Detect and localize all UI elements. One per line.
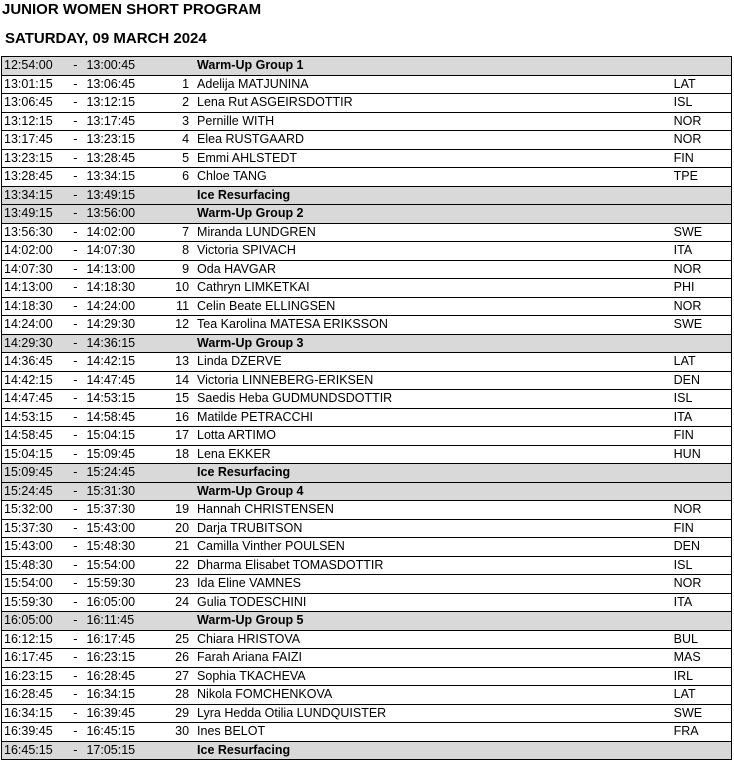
time-separator: - (66, 556, 84, 575)
skater-name: Adelija MATJUNINA (195, 75, 672, 94)
event-date: SATURDAY, 09 MARCH 2024 (5, 30, 207, 47)
start-time: 15:54:00 (2, 575, 67, 594)
start-number: 9 (165, 260, 195, 279)
country-code: LAT (672, 686, 732, 705)
start-time: 14:36:45 (2, 353, 67, 372)
country-code: TPE (672, 168, 732, 187)
end-time: 17:05:15 (84, 741, 164, 760)
time-separator: - (66, 75, 84, 94)
skater-name: Chloe TANG (195, 168, 672, 187)
schedule-table (1, 56, 732, 760)
break-row (2, 464, 732, 483)
end-time: 15:31:30 (84, 482, 164, 501)
start-number: 8 (165, 242, 195, 261)
start-time: 13:17:45 (2, 131, 67, 150)
time-separator: - (66, 649, 84, 668)
country-code: IRL (672, 667, 732, 686)
break-row (2, 186, 732, 205)
country-code: SWE (672, 704, 732, 723)
country-code: FRA (672, 723, 732, 742)
time-separator: - (66, 334, 84, 353)
skater-row (2, 445, 732, 464)
start-time: 16:45:15 (2, 741, 67, 760)
skater-row (2, 242, 732, 261)
start-time: 16:34:15 (2, 704, 67, 723)
end-time: 14:24:00 (84, 297, 164, 316)
skater-name: Chiara HRISTOVA (195, 630, 672, 649)
end-time: 13:00:45 (84, 57, 164, 76)
break-row (2, 482, 732, 501)
skater-row (2, 260, 732, 279)
start-number: 29 (165, 704, 195, 723)
time-separator: - (66, 260, 84, 279)
start-time: 15:59:30 (2, 593, 67, 612)
start-number: 19 (165, 501, 195, 520)
country-code (672, 205, 732, 224)
end-time: 14:13:00 (84, 260, 164, 279)
country-code: ITA (672, 593, 732, 612)
end-time: 15:54:00 (84, 556, 164, 575)
session-label: Ice Resurfacing (195, 464, 672, 483)
skater-name: Dharma Elisabet TOMASDOTTIR (195, 556, 672, 575)
country-code (672, 57, 732, 76)
start-time: 15:37:30 (2, 519, 67, 538)
time-separator: - (66, 149, 84, 168)
skater-row (2, 168, 732, 187)
start-number: 10 (165, 279, 195, 298)
start-number: 15 (165, 390, 195, 409)
skater-row (2, 112, 732, 131)
start-number: 11 (165, 297, 195, 316)
skater-row (2, 316, 732, 335)
country-code: NOR (672, 131, 732, 150)
skater-name: Camilla Vinther POULSEN (195, 538, 672, 557)
end-time: 16:23:15 (84, 649, 164, 668)
skater-name: Farah Ariana FAIZI (195, 649, 672, 668)
start-time: 16:39:45 (2, 723, 67, 742)
end-time: 15:04:15 (84, 427, 164, 446)
time-separator: - (66, 427, 84, 446)
start-time: 14:29:30 (2, 334, 67, 353)
start-number (165, 612, 195, 631)
time-separator: - (66, 186, 84, 205)
skater-name: Darja TRUBITSON (195, 519, 672, 538)
start-time: 13:01:15 (2, 75, 67, 94)
start-number: 25 (165, 630, 195, 649)
skater-name: Matilde PETRACCHI (195, 408, 672, 427)
end-time: 13:23:15 (84, 131, 164, 150)
skater-row (2, 649, 732, 668)
skater-name: Emmi AHLSTEDT (195, 149, 672, 168)
start-number: 12 (165, 316, 195, 335)
skater-row (2, 131, 732, 150)
break-row (2, 205, 732, 224)
start-number: 2 (165, 94, 195, 113)
start-time: 14:07:30 (2, 260, 67, 279)
country-code: ISL (672, 390, 732, 409)
skater-row (2, 556, 732, 575)
skater-row (2, 593, 732, 612)
time-separator: - (66, 464, 84, 483)
country-code: FIN (672, 519, 732, 538)
start-time: 16:28:45 (2, 686, 67, 705)
end-time: 13:06:45 (84, 75, 164, 94)
start-number (165, 464, 195, 483)
end-time: 16:28:45 (84, 667, 164, 686)
end-time: 13:56:00 (84, 205, 164, 224)
time-separator: - (66, 445, 84, 464)
start-time: 14:13:00 (2, 279, 67, 298)
time-separator: - (66, 353, 84, 372)
end-time: 15:43:00 (84, 519, 164, 538)
start-time: 13:34:15 (2, 186, 67, 205)
time-separator: - (66, 612, 84, 631)
skater-row (2, 279, 732, 298)
start-number: 20 (165, 519, 195, 538)
country-code (672, 334, 732, 353)
country-code: NOR (672, 260, 732, 279)
time-separator: - (66, 242, 84, 261)
skater-name: Lyra Hedda Otilia LUNDQUISTER (195, 704, 672, 723)
skater-row (2, 575, 732, 594)
end-time: 14:58:45 (84, 408, 164, 427)
start-number: 23 (165, 575, 195, 594)
skater-name: Pernille WITH (195, 112, 672, 131)
skater-row (2, 149, 732, 168)
start-time: 15:24:45 (2, 482, 67, 501)
time-separator: - (66, 371, 84, 390)
skater-row (2, 686, 732, 705)
end-time: 16:45:15 (84, 723, 164, 742)
schedule-body (2, 57, 732, 760)
start-number: 1 (165, 75, 195, 94)
start-time: 13:28:45 (2, 168, 67, 187)
time-separator: - (66, 316, 84, 335)
start-time: 14:02:00 (2, 242, 67, 261)
skater-row (2, 630, 732, 649)
start-time: 14:47:45 (2, 390, 67, 409)
end-time: 16:17:45 (84, 630, 164, 649)
country-code: DEN (672, 538, 732, 557)
country-code: ITA (672, 242, 732, 261)
start-time: 15:32:00 (2, 501, 67, 520)
end-time: 16:34:15 (84, 686, 164, 705)
start-number: 16 (165, 408, 195, 427)
time-separator: - (66, 686, 84, 705)
start-time: 15:09:45 (2, 464, 67, 483)
end-time: 14:29:30 (84, 316, 164, 335)
start-number: 30 (165, 723, 195, 742)
end-time: 16:11:45 (84, 612, 164, 631)
country-code: NOR (672, 575, 732, 594)
skater-name: Ines BELOT (195, 723, 672, 742)
start-number: 6 (165, 168, 195, 187)
start-number: 14 (165, 371, 195, 390)
start-number (165, 205, 195, 224)
end-time: 14:18:30 (84, 279, 164, 298)
country-code (672, 464, 732, 483)
time-separator: - (66, 667, 84, 686)
start-time: 14:53:15 (2, 408, 67, 427)
page-title: JUNIOR WOMEN SHORT PROGRAM (2, 1, 262, 18)
skater-row (2, 501, 732, 520)
start-number: 13 (165, 353, 195, 372)
country-code: SWE (672, 223, 732, 242)
country-code: BUL (672, 630, 732, 649)
country-code (672, 741, 732, 760)
country-code (672, 482, 732, 501)
time-separator: - (66, 501, 84, 520)
skater-name: Lotta ARTIMO (195, 427, 672, 446)
skater-name: Victoria LINNEBERG-ERIKSEN (195, 371, 672, 390)
skater-row (2, 667, 732, 686)
end-time: 14:47:45 (84, 371, 164, 390)
skater-row (2, 519, 732, 538)
session-label: Ice Resurfacing (195, 741, 672, 760)
skater-name: Victoria SPIVACH (195, 242, 672, 261)
start-number (165, 741, 195, 760)
country-code: SWE (672, 316, 732, 335)
start-time: 13:06:45 (2, 94, 67, 113)
skater-row (2, 704, 732, 723)
end-time: 14:36:15 (84, 334, 164, 353)
start-time: 14:24:00 (2, 316, 67, 335)
start-number: 18 (165, 445, 195, 464)
skater-row (2, 94, 732, 113)
session-label: Warm-Up Group 1 (195, 57, 672, 76)
time-separator: - (66, 704, 84, 723)
end-time: 13:17:45 (84, 112, 164, 131)
skater-name: Tea Karolina MATESA ERIKSSON (195, 316, 672, 335)
start-time: 13:12:15 (2, 112, 67, 131)
skater-name: Saedis Heba GUDMUNDSDOTTIR (195, 390, 672, 409)
start-number (165, 334, 195, 353)
end-time: 15:37:30 (84, 501, 164, 520)
skater-row (2, 371, 732, 390)
country-code: ISL (672, 556, 732, 575)
skater-name: Hannah CHRISTENSEN (195, 501, 672, 520)
country-code: NOR (672, 112, 732, 131)
country-code: MAS (672, 649, 732, 668)
skater-row (2, 427, 732, 446)
time-separator: - (66, 205, 84, 224)
start-number: 21 (165, 538, 195, 557)
break-row (2, 57, 732, 76)
skater-name: Sophia TKACHEVA (195, 667, 672, 686)
time-separator: - (66, 741, 84, 760)
start-time: 16:17:45 (2, 649, 67, 668)
start-time: 16:23:15 (2, 667, 67, 686)
skater-name: Nikola FOMCHENKOVA (195, 686, 672, 705)
end-time: 13:28:45 (84, 149, 164, 168)
skater-name: Oda HAVGAR (195, 260, 672, 279)
country-code: NOR (672, 297, 732, 316)
start-number: 26 (165, 649, 195, 668)
start-number: 7 (165, 223, 195, 242)
start-time: 15:04:15 (2, 445, 67, 464)
time-separator: - (66, 390, 84, 409)
end-time: 14:42:15 (84, 353, 164, 372)
time-separator: - (66, 482, 84, 501)
time-separator: - (66, 519, 84, 538)
session-label: Warm-Up Group 4 (195, 482, 672, 501)
start-number: 17 (165, 427, 195, 446)
end-time: 14:53:15 (84, 390, 164, 409)
skater-row (2, 297, 732, 316)
break-row (2, 334, 732, 353)
skater-row (2, 723, 732, 742)
skater-name: Lena EKKER (195, 445, 672, 464)
skater-row (2, 390, 732, 409)
break-row (2, 612, 732, 631)
end-time: 16:39:45 (84, 704, 164, 723)
country-code: HUN (672, 445, 732, 464)
start-number (165, 57, 195, 76)
time-separator: - (66, 723, 84, 742)
start-time: 14:18:30 (2, 297, 67, 316)
end-time: 13:34:15 (84, 168, 164, 187)
country-code: LAT (672, 353, 732, 372)
country-code (672, 186, 732, 205)
time-separator: - (66, 112, 84, 131)
end-time: 15:48:30 (84, 538, 164, 557)
start-number: 4 (165, 131, 195, 150)
start-time: 16:12:15 (2, 630, 67, 649)
skater-row (2, 353, 732, 372)
country-code: DEN (672, 371, 732, 390)
skater-row (2, 408, 732, 427)
start-number (165, 482, 195, 501)
country-code: ISL (672, 94, 732, 113)
start-number: 27 (165, 667, 195, 686)
end-time: 15:24:45 (84, 464, 164, 483)
end-time: 15:59:30 (84, 575, 164, 594)
time-separator: - (66, 630, 84, 649)
skater-name: Celin Beate ELLINGSEN (195, 297, 672, 316)
start-number: 24 (165, 593, 195, 612)
time-separator: - (66, 297, 84, 316)
start-time: 15:43:00 (2, 538, 67, 557)
skater-name: Elea RUSTGAARD (195, 131, 672, 150)
start-time: 15:48:30 (2, 556, 67, 575)
end-time: 14:07:30 (84, 242, 164, 261)
skater-row (2, 75, 732, 94)
time-separator: - (66, 593, 84, 612)
session-label: Warm-Up Group 2 (195, 205, 672, 224)
session-label: Warm-Up Group 3 (195, 334, 672, 353)
start-number: 22 (165, 556, 195, 575)
end-time: 13:49:15 (84, 186, 164, 205)
break-row (2, 741, 732, 760)
end-time: 13:12:15 (84, 94, 164, 113)
start-number (165, 186, 195, 205)
country-code: NOR (672, 501, 732, 520)
start-time: 14:58:45 (2, 427, 67, 446)
skater-row (2, 223, 732, 242)
skater-name: Lena Rut ASGEIRSDOTTIR (195, 94, 672, 113)
time-separator: - (66, 223, 84, 242)
start-time: 13:56:30 (2, 223, 67, 242)
start-number: 5 (165, 149, 195, 168)
start-time: 13:23:15 (2, 149, 67, 168)
time-separator: - (66, 279, 84, 298)
time-separator: - (66, 57, 84, 76)
time-separator: - (66, 131, 84, 150)
country-code: ITA (672, 408, 732, 427)
skater-name: Cathryn LIMKETKAI (195, 279, 672, 298)
start-time: 14:42:15 (2, 371, 67, 390)
time-separator: - (66, 408, 84, 427)
start-time: 13:49:15 (2, 205, 67, 224)
skater-name: Gulia TODESCHINI (195, 593, 672, 612)
country-code: FIN (672, 427, 732, 446)
start-time: 16:05:00 (2, 612, 67, 631)
country-code: LAT (672, 75, 732, 94)
end-time: 16:05:00 (84, 593, 164, 612)
start-number: 3 (165, 112, 195, 131)
skater-name: Miranda LUNDGREN (195, 223, 672, 242)
country-code (672, 612, 732, 631)
country-code: PHI (672, 279, 732, 298)
country-code: FIN (672, 149, 732, 168)
time-separator: - (66, 94, 84, 113)
skater-row (2, 538, 732, 557)
skater-name: Linda DZERVE (195, 353, 672, 372)
session-label: Warm-Up Group 5 (195, 612, 672, 631)
time-separator: - (66, 538, 84, 557)
time-separator: - (66, 168, 84, 187)
time-separator: - (66, 575, 84, 594)
session-label: Ice Resurfacing (195, 186, 672, 205)
end-time: 15:09:45 (84, 445, 164, 464)
start-number: 28 (165, 686, 195, 705)
start-time: 12:54:00 (2, 57, 67, 76)
end-time: 14:02:00 (84, 223, 164, 242)
skater-name: Ida Eline VAMNES (195, 575, 672, 594)
